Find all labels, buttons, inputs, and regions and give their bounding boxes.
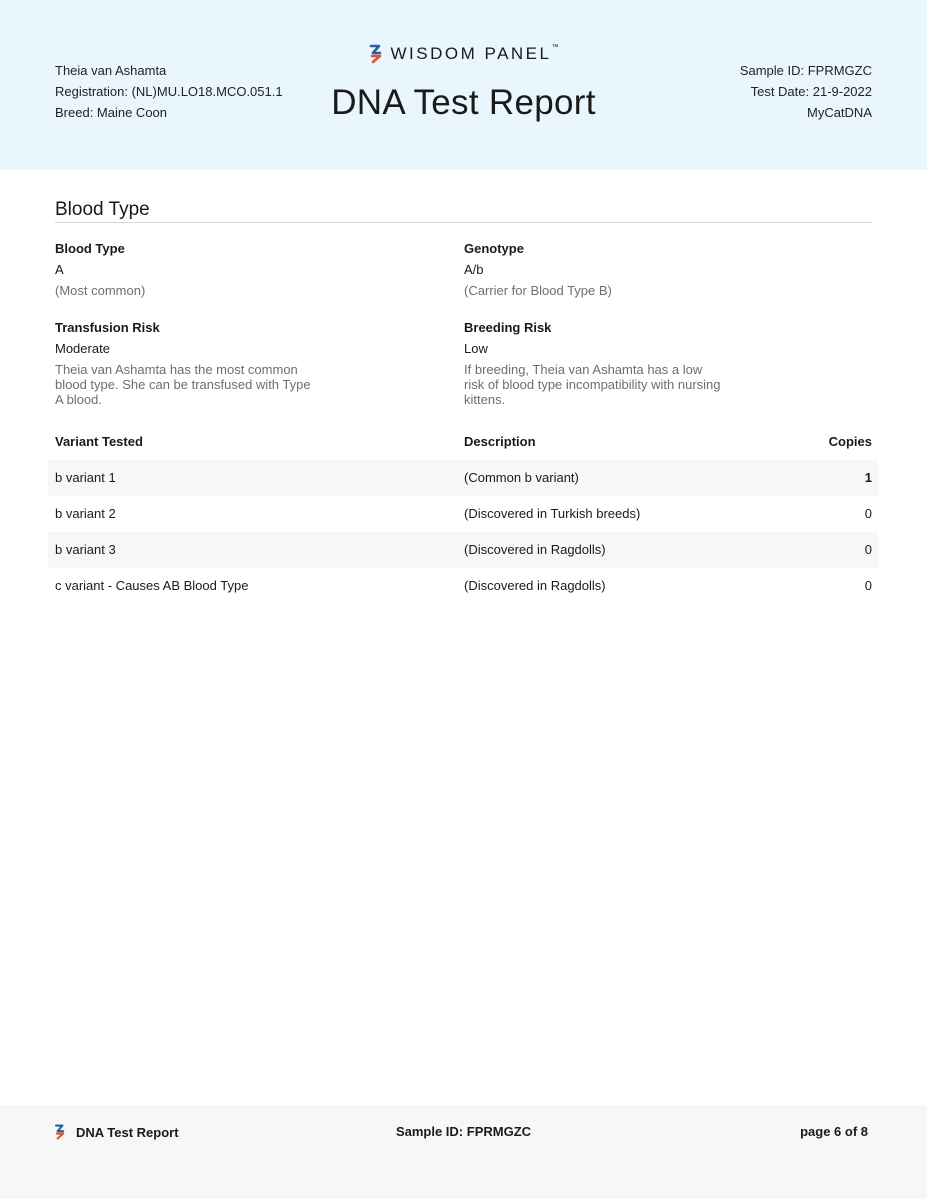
variant-copies: 0 — [864, 506, 872, 521]
breeding-risk-field — [464, 317, 726, 407]
field-label: Blood Type — [55, 241, 125, 256]
field-value: Low — [464, 341, 488, 356]
field-note: (Most common) — [55, 283, 146, 298]
variant-description: (Discovered in Turkish breeds) — [464, 506, 641, 521]
report-footer — [0, 1105, 927, 1199]
brand-logo — [369, 44, 559, 64]
table-row — [48, 460, 878, 496]
section-title: Blood Type — [55, 199, 150, 220]
footer-title: DNA Test Report — [76, 1124, 179, 1140]
blood-type-field — [55, 238, 315, 301]
variant-description: (Discovered in Ragdolls) — [464, 542, 606, 557]
report-title: DNA Test Report — [331, 83, 596, 122]
variant-description: (Discovered in Ragdolls) — [464, 578, 606, 593]
report-header — [0, 0, 927, 170]
field-label: Genotype — [464, 241, 524, 256]
variant-name: b variant 2 — [55, 506, 116, 521]
variant-table — [48, 424, 878, 604]
pet-breed: Breed: Maine Coon — [55, 105, 168, 120]
section-divider — [55, 222, 872, 223]
wisdom-panel-logo-icon — [369, 44, 383, 64]
test-date: Test Date: 21-9-2022 — [750, 84, 872, 99]
genotype-field — [464, 238, 724, 301]
brand-name: WISDOM PANEL™ — [390, 44, 559, 63]
table-row — [48, 496, 878, 532]
field-value: A — [55, 262, 64, 277]
page-number: page 6 of 8 — [800, 1124, 868, 1139]
field-label: Transfusion Risk — [55, 320, 160, 335]
field-note: If breeding, Theia van Ashamta has a low risk of blood type incompatibility with nursing kittens. — [464, 362, 721, 407]
field-value: Moderate — [55, 341, 110, 356]
variant-name: c variant - Causes AB Blood Type — [55, 578, 249, 593]
variant-copies: 0 — [864, 578, 872, 593]
field-note: (Carrier for Blood Type B) — [464, 283, 612, 298]
variant-name: b variant 1 — [55, 470, 116, 485]
variant-copies: 0 — [864, 542, 872, 557]
pet-name: Theia van Ashamta — [55, 63, 167, 78]
sample-id: Sample ID: FPRMGZC — [739, 63, 872, 78]
sample-info — [740, 60, 872, 123]
field-note: Theia van Ashamta has the most common blood type. She can be transfused with Type A blood. — [55, 362, 311, 407]
variant-name: b variant 3 — [55, 542, 116, 557]
column-header-description: Description — [464, 434, 536, 449]
product-name: MyCatDNA — [806, 105, 872, 120]
pet-registration: Registration: (NL)MU.LO18.MCO.051.1 — [55, 84, 283, 99]
transfusion-risk-field — [55, 317, 311, 407]
variant-copies: 1 — [864, 470, 872, 485]
table-row — [48, 568, 878, 604]
column-header-variant: Variant Tested — [55, 434, 143, 449]
table-row — [48, 532, 878, 568]
table-header — [48, 424, 878, 460]
field-label: Breeding Risk — [464, 320, 552, 335]
variant-description: (Common b variant) — [464, 470, 579, 485]
field-value: A/b — [464, 262, 484, 277]
footer-sample-id: Sample ID: FPRMGZC — [395, 1124, 532, 1139]
column-header-copies: Copies — [828, 434, 872, 449]
